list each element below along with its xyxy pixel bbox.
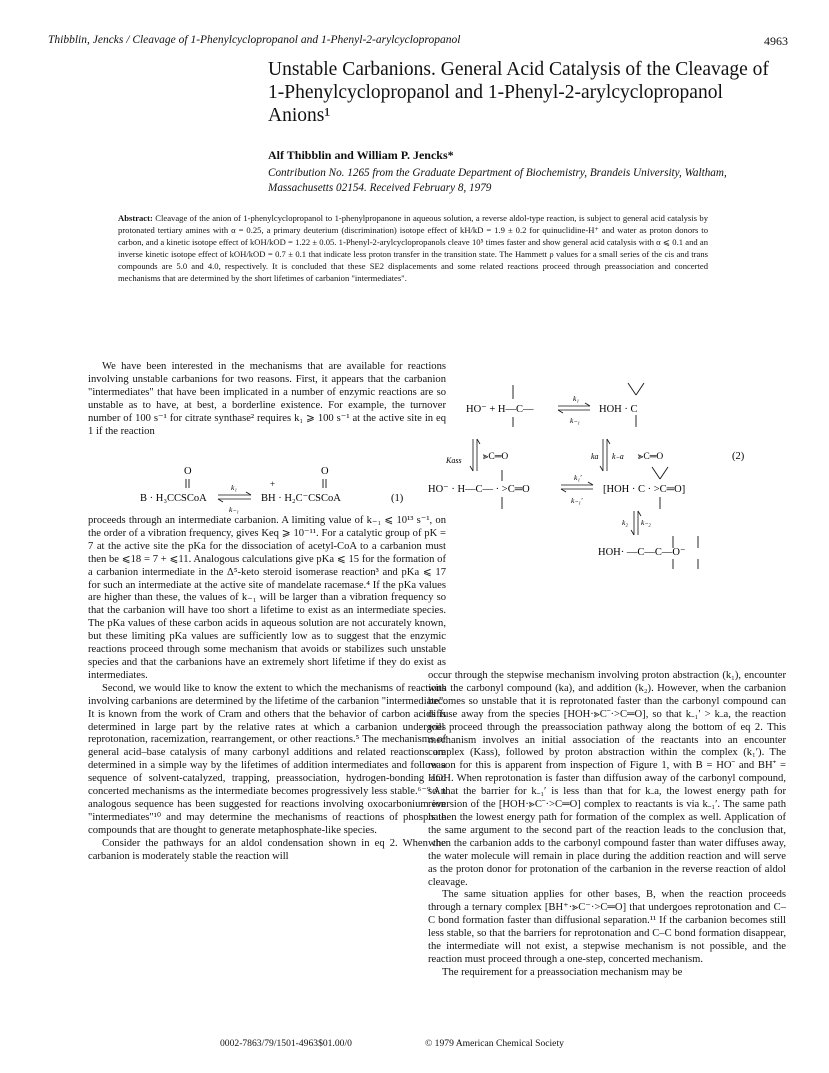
eq2-top-products: HOH · C [599, 404, 638, 415]
left-column-top [88, 361, 446, 438]
eq2-carbonyl-left: ⪢C═O [483, 452, 509, 462]
footer-copyright: © 1979 American Chemical Society [425, 1038, 564, 1049]
eq1-k-forward: k₁ [231, 483, 237, 492]
eq1-k-reverse: k₋₁ [229, 505, 239, 514]
left-column-body [88, 515, 446, 863]
eq2-middle-complex: [HOH · C · >C═O] [603, 484, 686, 495]
eq2-k1-prime: k₁′ [574, 473, 582, 482]
eq2-k-minus2: k₋₂ [641, 518, 651, 527]
paragraph-intro: We have been interested in the mechanisms that are available for reactions involving unstable carbanions for two reasons. First, it appears that the carbanion "intermediates" that have been implicated in a number of enzymic reactions are so unstable as to have, at best, a borderline existence. For example, the turnover number of 100 s⁻¹ for citrate synthase² requires k₁ ⩾ 100 s⁻¹ at the active site in eq 1 if the reaction [88, 361, 446, 437]
paragraph-right-first: occur through the stepwise mechanism involving proton abstraction (k₁), encounter with the carbonyl compound (ka), and addition (k₂). However, when the carbanion becomes so unstable that it is reprotonated faster than the carbonyl compound can diffuse away from the species [HOH·⪢C⁻·>C═O], so that k₋₁′ > k₋a, the reaction will proceed through the preassociation pathway along the bottom of eq 2. This mechanism involves an initial association of the reactants into an encounter complex (Kass), followed by proton abstraction within the complex (k₁′). The reason for this is apparent from inspection of Figure 1, with B = HO⁻ and BH⁺ = HOH. When reprotonation is faster than diffusion away of the carbonyl compound, so that the barrier for k₋₁′ is less than that for k₋a, the lowest energy path for reversion of the [HOH·⪢C⁻·>C═O] complex to reactants is via k₋₁′. The same path is then the lowest energy path for formation of the complex as well. Application of the same argument to the second part of the reaction leads to the conclusion that, when the carbanion adds to the carbonyl compound faster than water diffuses away, the water molecule will remain in place during the addition reaction and will serve as the proton donor for protonation of the carbanion in the reverse reaction of aldol cleavage. [428, 670, 786, 888]
running-title: Thibblin, Jencks / Cleavage of 1-Phenylcyclopropanol and 1-Phenyl-2-arylcyclopropanol [48, 34, 461, 46]
abstract [118, 213, 708, 284]
eq2-middle-reactants: HO⁻ · H—C— · >C═O [428, 484, 530, 495]
paragraph-third: Consider the pathways for an aldol condensation shown in eq 2. When the carbanion is moderately stable the reaction will [88, 837, 446, 862]
eq1-plus: + [270, 479, 276, 489]
eq2-bottom-product: HOH· —C—C—O⁻ [598, 547, 686, 558]
page-number: 4963 [764, 34, 788, 48]
eq2-ka: ka [591, 452, 599, 461]
eq2-k-minus1-prime: k₋₁′ [571, 496, 583, 505]
eq2-carbonyl-right: ⪢C═O [638, 452, 664, 462]
article-title: Unstable Carbanions. General Acid Catalysis of the Cleavage of 1-Phenylcyclopropanol and 1-Phenyl-2-arylcyclopropanol Anions¹ [268, 59, 769, 126]
eq2-k1: k₁ [573, 394, 579, 403]
eq1-reactant: B · H₃CCSCoA [140, 493, 207, 504]
abstract-text: Cleavage of the anion of 1-phenylcyclopropanol to 1-phenylpropanone in aqueous solution, a reverse aldol-type reaction, is subject to general acid catalysis by protonated tertiary amines with α = 0.25, a primary deuterium (discrimination) isotope effect of kH/kD = 1.9 ± 0.2 for quinuclidine-H⁺ and water as proton donors to carbon, and a kinetic isotope effect of kOH/kOD = 1.22 ± 0.05. 1-Phenyl-2-arylcyclopropanols cleave 10⁵ times faster and show general acid catalysis with α ⩽ 0.1 and an inverse kinetic isotope effect of kOH/kOD = 0.7 ± 0.1 that indicate less proton transfer in the transition state. The Hammett ρ values for a small series of the cis and trans compounds are 5.0 and 4.0, respectively. It is concluded that these SE2 displacements and some related reactions proceed through preassociation and concerted mechanisms that are determined by the short lifetimes of carbanion "intermediates". [118, 213, 708, 283]
paragraph-right-third: The requirement for a preassociation mechanism may be [442, 966, 683, 978]
abstract-label: Abstract: [118, 213, 153, 223]
eq1-number: (1) [391, 493, 404, 504]
article-affiliation: Contribution No. 1265 from the Graduate Department of Biochemistry, Brandeis University, Waltham, Massachusetts 02154. Received February 8, 1979 [268, 167, 727, 194]
eq2-k-minus1: k₋₁ [570, 416, 580, 425]
eq2-number: (2) [732, 451, 745, 462]
paragraph-intro-cont: proceeds through an intermediate carbanion. A limiting value of k₋₁ ⩽ 10¹³ s⁻¹, on the order of a vibration frequency, gives Keq ⩾ 10⁻¹¹. For a catalytic group of pK = 7 at the active site the pKa for the dissociation of acetyl-CoA to a carbanion must then be ⩽18 = 7 + ⩽11. Analogous calculations give pKa ⩽ 15 for the formation of a carbanion intermediate in the Δ⁵-keto steroid isomerase reaction³ and pKa ⩽ 17 for such an intermediate at the active site of mandelate racemase.⁴ If the pKa values are higher than these, the values of k₋₁ will be larger than a vibration frequency so that the carbanion will have too short a lifetime to exist as an intermediate species. The pKa values of these carbon acids in aqueous solution are not accurately known, but these limiting pKa values are sufficiently low as to suggest that the enzymic reactions proceed through some mechanism that avoids or stabilizes such unstable species and that the carbanions have an extremely short lifetime if they do exist as intermediates. [88, 515, 446, 681]
eq2-kass: Kass [446, 456, 462, 465]
eq1-carbonyl-o-right: O [321, 466, 329, 477]
paragraph-second: Second, we would like to know the extent to which the mechanisms of reactions involving carbanions are determined by the lifetime of the carbanion "intermediate". It is known from the work of Cram and others that the behavior of carbon acids is determined in large part by the relative rates at which a carbanion undergoes reprotonation, racemization, rearrangement, or other reactions.⁵ The mechanisms of general acid–base catalysis of many carbonyl additions and related reactions are determined in a simple way by the lifetimes of addition intermediates and follow a sequence of solvent-catalyzed, trapping, preassociation, hydrogen-bonding and concerted mechanisms as the intermediate becomes progressively less stable.⁶⁻⁹ An analogous sequence has been suggested for reactions involving oxocarbonium ion "intermediates"¹⁰ and may determine the mechanisms of reactions of phosphate compounds that are thought to generate metaphosphate-like species. [88, 682, 446, 836]
eq2-top-reactants: HO⁻ + H—C— [466, 404, 534, 415]
eq2-k2: k₂ [622, 518, 628, 527]
paragraph-right-second: The same situation applies for other bases, B, when the reaction proceeds through a ternary complex [BH⁺·⪢C⁻·>C═O] that undergoes reprotonation and C–C bond formation faster than diffusional separation.¹¹ If the carbanion becomes still less stable, so that the barriers for reprotonation and C–C bond formation disappear, the intermediate will not exist, a stepwise mechanism is not possible, and the reaction must proceed through a one-step, concerted mechanism. [428, 889, 786, 965]
running-head [48, 34, 788, 49]
right-column-body [428, 670, 786, 980]
eq2-k-minus-a: k₋a [612, 452, 624, 461]
footer-code: 0002-7863/79/1501-4963$01.00/0 [220, 1038, 352, 1049]
equation-1 [88, 462, 448, 516]
eq1-carbonyl-o-left: O [184, 466, 192, 477]
equation-2-scheme [428, 355, 798, 570]
article-authors: Alf Thibblin and William P. Jencks* [268, 148, 454, 162]
eq1-product: BH · H₂C⁻CSCoA [261, 493, 341, 504]
